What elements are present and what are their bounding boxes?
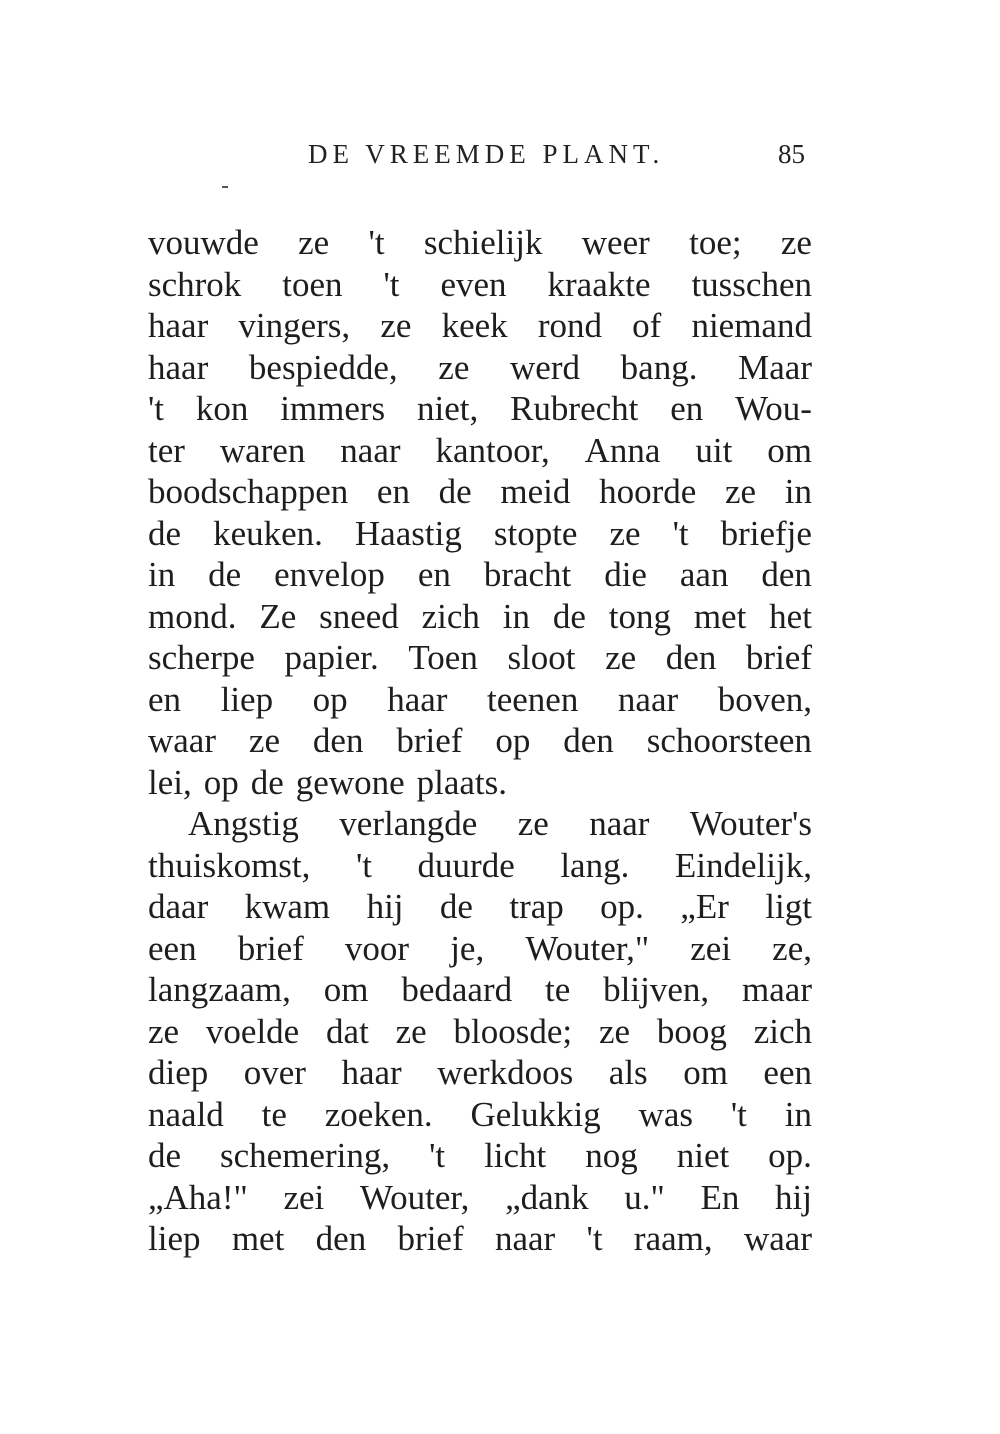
text-line: scherpe papier. Toen sloot ze den brief [148,638,812,677]
text-line: „Aha!" zei Wouter, „dank u." En hij [148,1177,812,1217]
text-line: mond. Ze sneed zich in de tong met het [148,596,812,636]
text-line: haar vingers, ze keek rond of niemand [148,306,812,345]
text-line: een brief voor je, Wouter," zei ze, [148,928,812,968]
print-speck [222,186,228,188]
text-line: liep met den brief naar 't raam, waar [148,1219,812,1258]
text-line: in de envelop en bracht die aan den [148,555,812,594]
text-line: naald te zoeken. Gelukkig was 't in [148,1094,812,1134]
page-number: 85 [778,139,805,169]
text-line: thuiskomst, 't duurde lang. Eindelijk, [148,845,812,885]
text-line: langzaam, om bedaard te blijven, maar [148,970,812,1009]
text-line: Angstig verlangde ze naar Wouter's [188,804,812,843]
text-line: waar ze den brief op den schoorsteen [148,721,812,760]
text-line: de schemering, 't licht nog niet op. [148,1136,812,1175]
body-text [148,222,812,1260]
text-line: ter waren naar kantoor, Anna uit om [148,430,812,470]
text-line: schrok toen 't even kraakte tusschen [148,264,812,304]
text-line: haar bespiedde, ze werd bang. Maar [148,347,812,387]
running-title: DE VREEMDE PLANT. [308,139,665,169]
running-head [0,136,1000,172]
text-line: ze voelde dat ze bloosde; ze boog zich [148,1011,812,1051]
text-line: lei, op de gewone plaats. [148,762,508,802]
text-line: daar kwam hij de trap op. „Er ligt [148,887,812,926]
text-line: vouwde ze 't schielijk weer toe; ze [148,223,812,262]
text-line: de keuken. Haastig stopte ze 't briefje [148,513,812,553]
text-line: 't kon immers niet, Rubrecht en Wou- [148,389,812,428]
text-line: en liep op haar teenen naar boven, [148,679,812,719]
text-line: boodschappen en de meid hoorde ze in [148,472,812,511]
text-line: diep over haar werkdoos als om een [148,1053,812,1092]
